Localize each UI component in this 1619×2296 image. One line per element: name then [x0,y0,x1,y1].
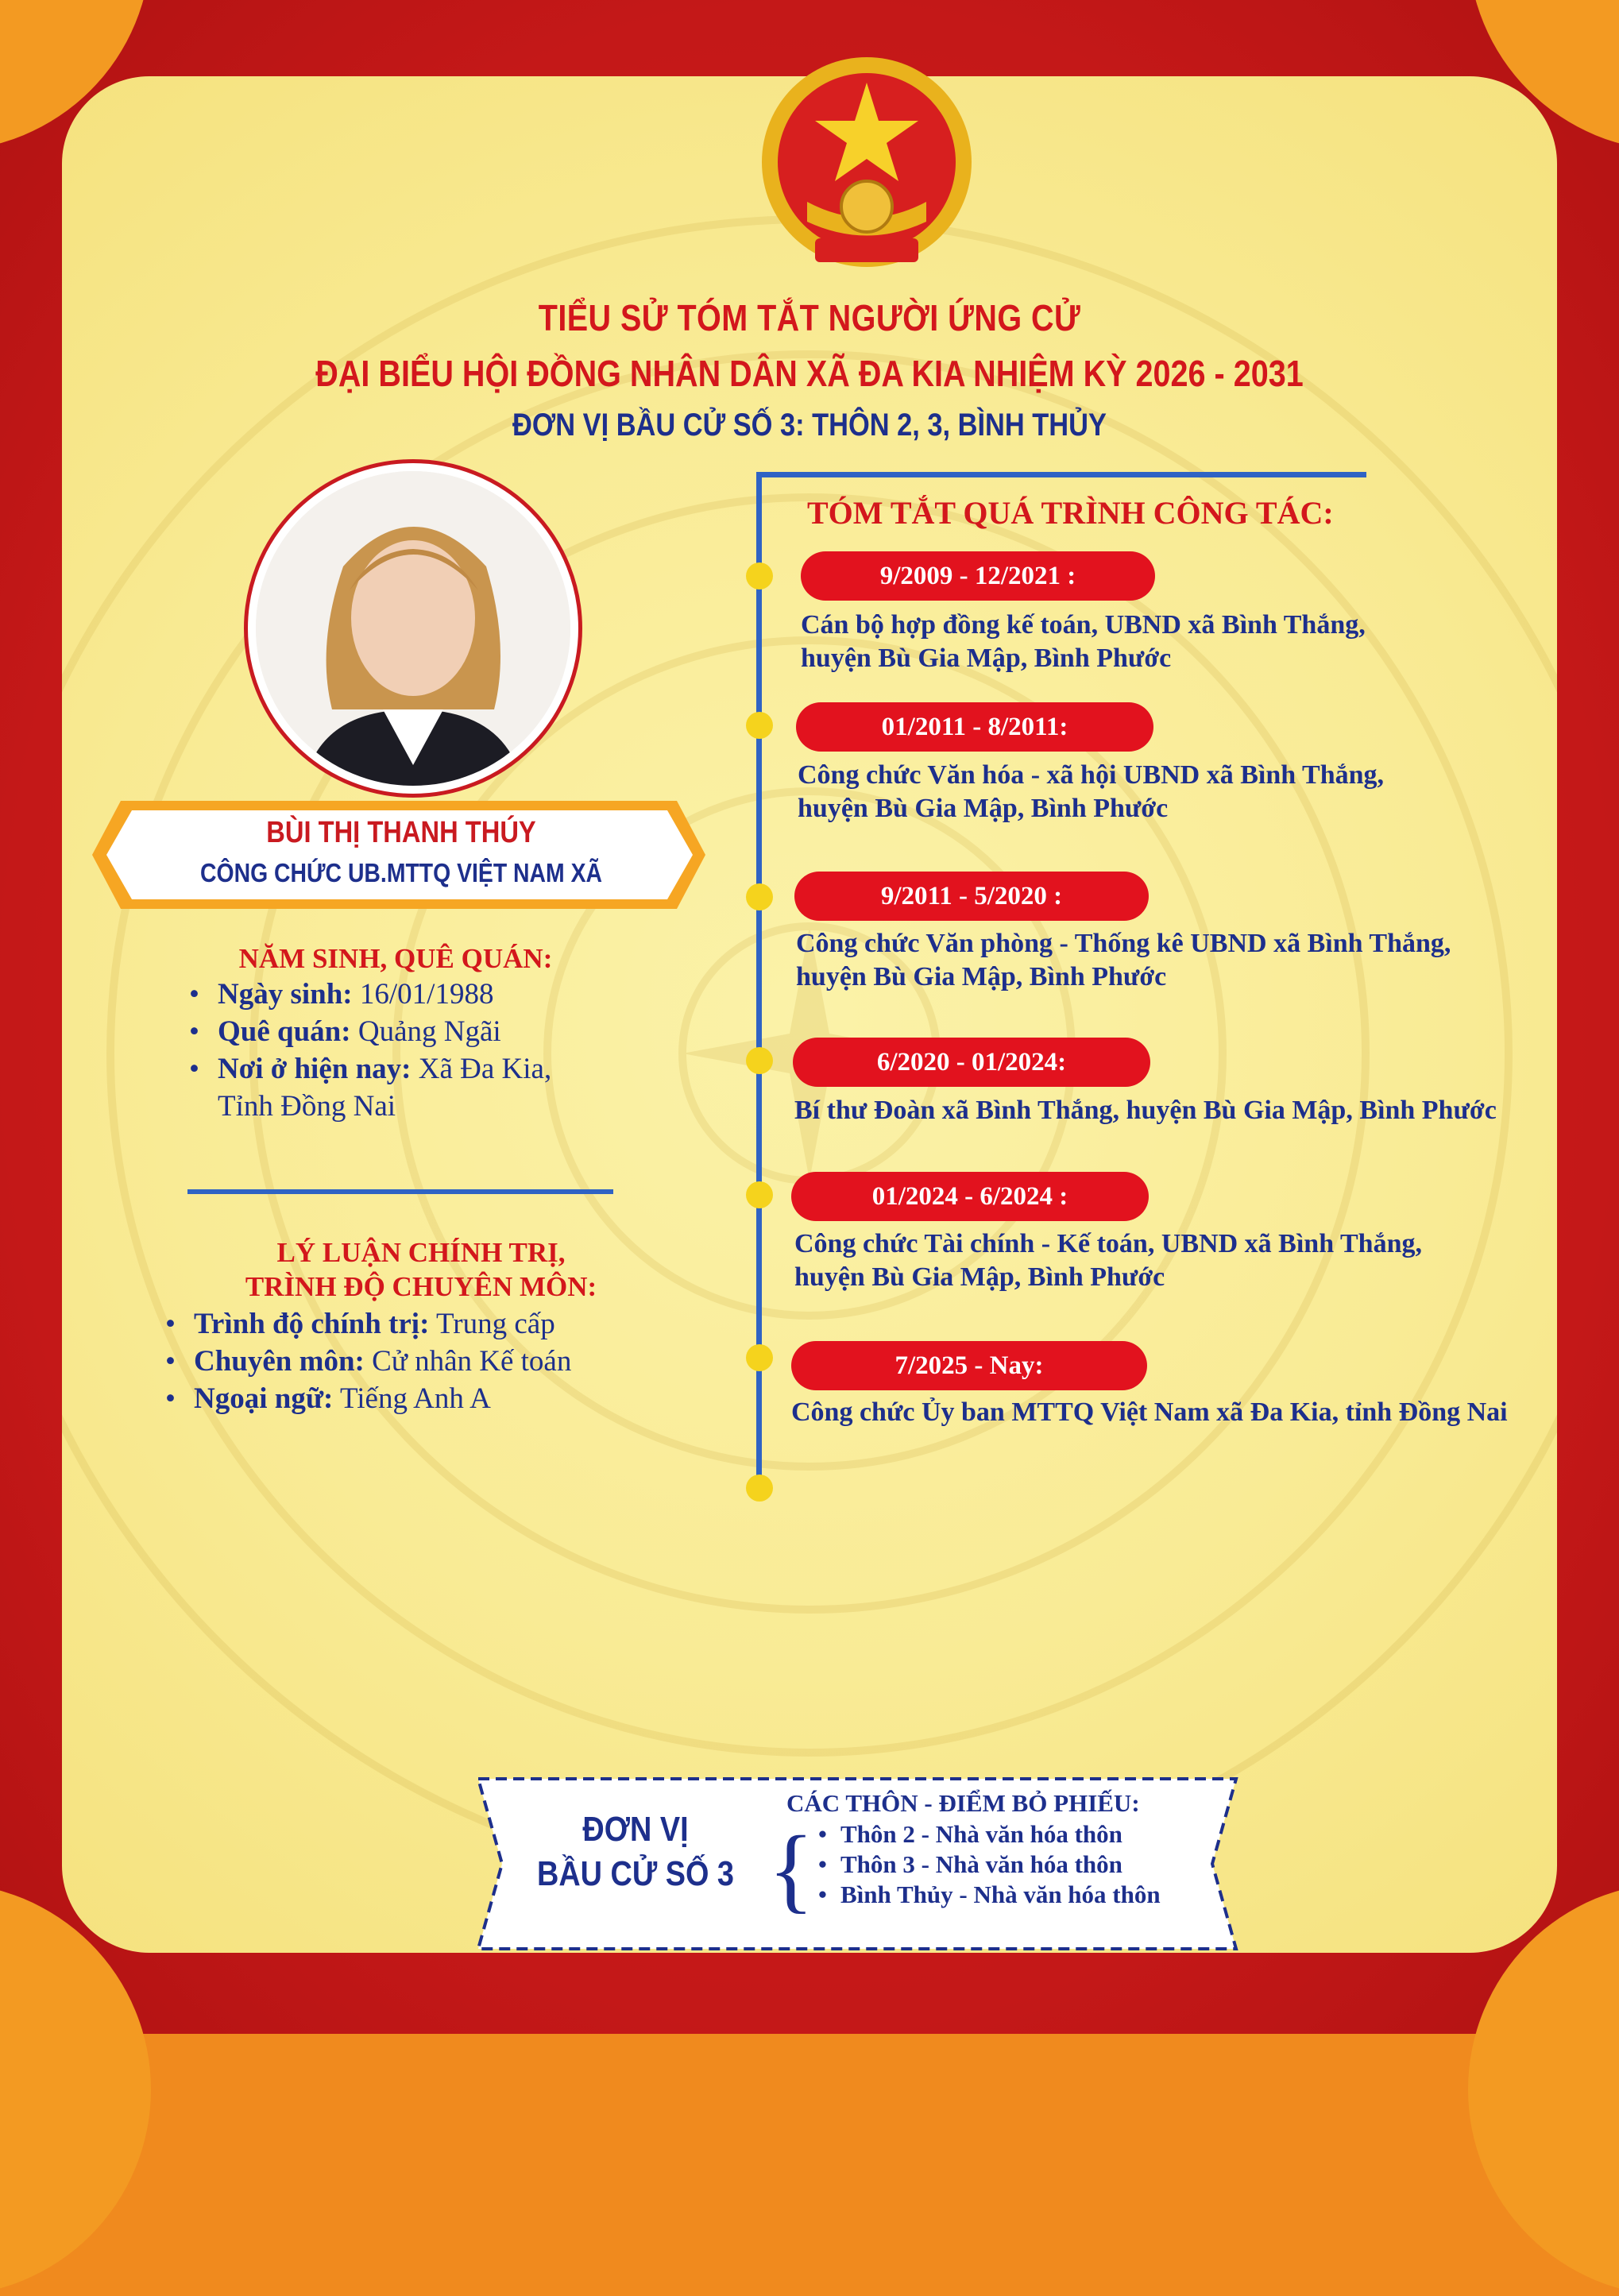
timeline-heading: TÓM TẮT QUÁ TRÌNH CÔNG TÁC: [807,495,1334,531]
timeline-period-3: 9/2011 - 5/2020 : [794,872,1149,921]
voting-unit-label: ĐƠN VỊ BẦU CỬ SỐ 3 [537,1810,734,1893]
voting-points-heading: CÁC THÔN - ĐIỂM BỎ PHIẾU: [786,1789,1140,1817]
list-item: • Quê quán: Quảng Ngãi [187,1013,551,1050]
timeline-dot [746,562,773,589]
education-info-list [164,1305,571,1417]
timeline-dot [746,1181,773,1208]
name-banner [89,794,709,915]
title-line-2: ĐẠI BIỂU HỘI ĐỒNG NHÂN DÂN XÃ ĐA KIA NHIỆM KỲ 2026 - 2031 [315,353,1304,394]
timeline-entry-4: Bí thư Đoàn xã Bình Thắng, huyện Bù Gia Mập, Bình Phước [794,1096,1497,1125]
title-line-3: ĐƠN VỊ BẦU CỬ SỐ 3: THÔN 2, 3, BÌNH THỦY [512,408,1107,443]
list-item: • Thôn 2 - Nhà văn hóa thôn [818,1819,1161,1850]
education-heading-line-2: TRÌNH ĐỘ CHUYÊN MÔN: [245,1271,597,1302]
birth-info-list [187,976,551,1125]
brace-icon: { [768,1816,814,1922]
list-item: • Nơi ở hiện nay: Xã Đa Kia, Tỉnh Đồng Nai [187,1050,551,1125]
timeline-entry-5: Công chức Tài chính - Kế toán, UBND xã Bình Thắng, huyện Bù Gia Mập, Bình Phước [794,1229,1422,1292]
timeline-entry-2: Công chức Văn hóa - xã hội UBND xã Bình Thắng, huyện Bù Gia Mập, Bình Phước [798,760,1385,823]
list-item: • Ngày sinh: 16/01/1988 [187,976,551,1013]
timeline-period-2: 01/2011 - 8/2011: [796,702,1153,752]
timeline-vertical-line [756,472,762,1489]
timeline-entry-6: Công chức Ủy ban MTTQ Việt Nam xã Đa Kia, tỉnh Đồng Nai [791,1397,1508,1427]
timeline-dot [746,1047,773,1074]
timeline-dot [746,1344,773,1371]
timeline-dot [746,712,773,739]
divider-line [187,1189,613,1194]
list-item: • Ngoại ngữ: Tiếng Anh A [164,1380,571,1417]
birth-section-heading: NĂM SINH, QUÊ QUÁN: [238,943,553,974]
timeline-dot [746,883,773,910]
candidate-name: BÙI THỊ THANH THÚY [266,816,536,849]
education-heading-line-1: LÝ LUẬN CHÍNH TRỊ, [276,1237,566,1268]
timeline-period-1: 9/2009 - 12/2021 : [801,551,1155,601]
timeline-top-line [756,472,1366,477]
candidate-portrait [256,471,570,786]
list-item: • Trình độ chính trị: Trung cấp [164,1305,571,1343]
timeline-period-6: 7/2025 - Nay: [791,1341,1147,1390]
list-item: • Chuyên môn: Cử nhân Kế toán [164,1343,571,1380]
list-item: • Thôn 3 - Nhà văn hóa thôn [818,1850,1161,1880]
timeline-entry-1: Cán bộ hợp đồng kế toán, UBND xã Bình Thắng, huyện Bù Gia Mập, Bình Phước [801,610,1366,673]
list-item: • Bình Thủy - Nhà văn hóa thôn [818,1880,1161,1910]
timeline-period-4: 6/2020 - 01/2024: [793,1038,1150,1087]
national-emblem-icon [752,51,982,281]
voting-points-list [818,1819,1161,1910]
timeline-entry-3: Công chức Văn phòng - Thống kê UBND xã Bình Thắng, huyện Bù Gia Mập, Bình Phước [796,929,1451,991]
title-line-1: TIỂU SỬ TÓM TẮT NGƯỜI ỨNG CỬ [538,297,1081,338]
timeline-period-5: 01/2024 - 6/2024 : [791,1172,1149,1221]
timeline-dot [746,1475,773,1502]
candidate-role: CÔNG CHỨC UB.MTTQ VIỆT NAM XÃ [199,858,603,887]
